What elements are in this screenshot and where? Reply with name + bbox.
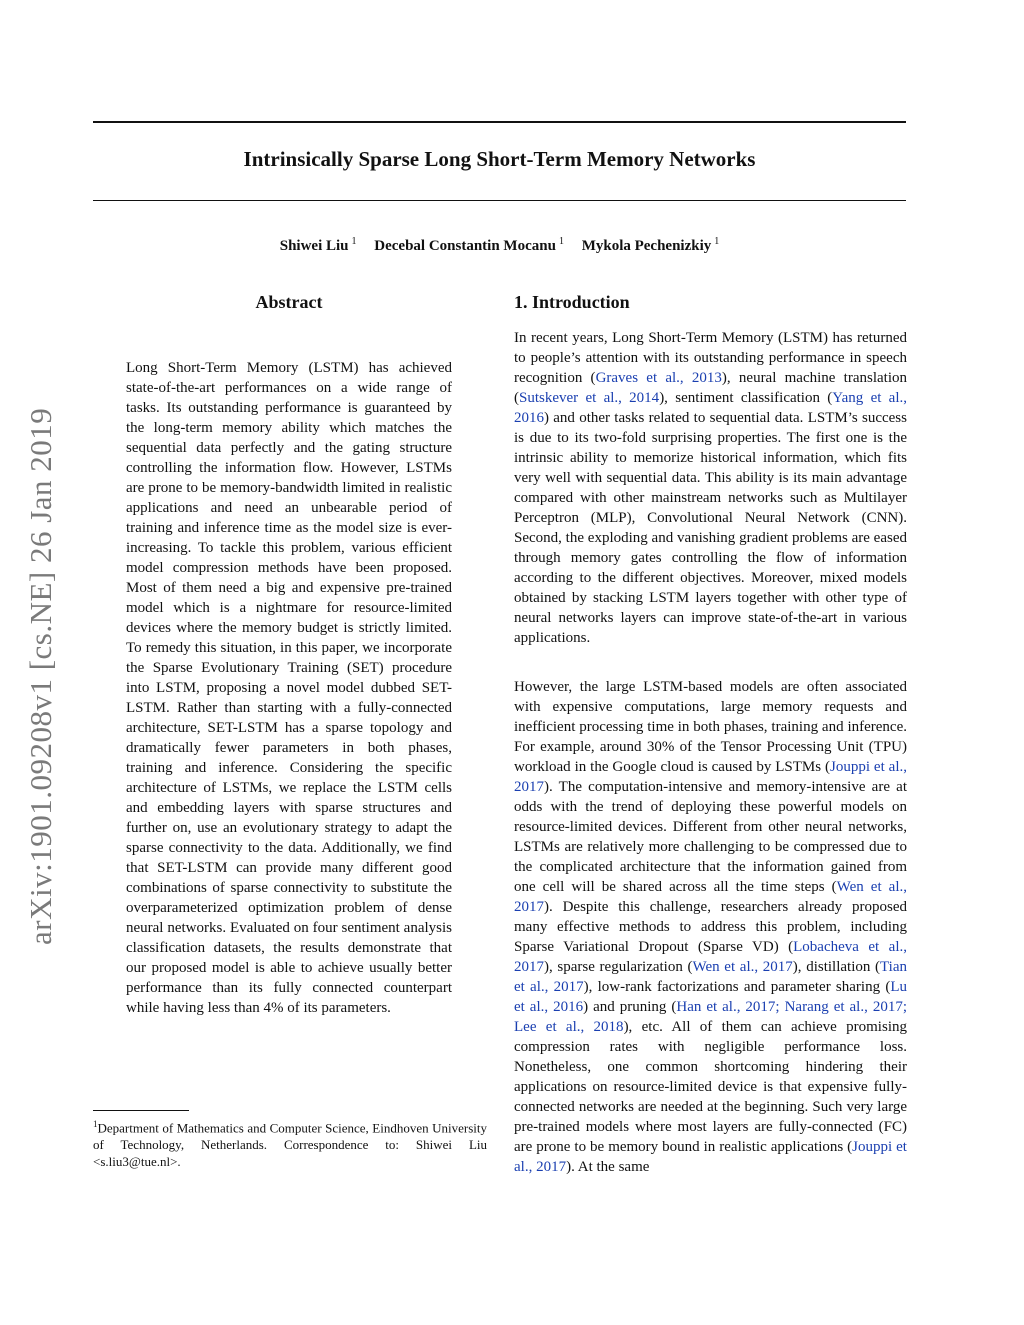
author xyxy=(374,238,564,254)
footnote-marker: 1 xyxy=(93,1119,98,1129)
author-name: Shiwei Liu xyxy=(279,238,349,254)
title-top-rule xyxy=(93,121,906,123)
author xyxy=(280,238,357,254)
affiliation-marker: 1 xyxy=(351,236,357,247)
author-name: Decebal Constantin Mocanu xyxy=(374,238,556,254)
introduction-paragraph-2 xyxy=(514,677,907,1177)
paragraph-text: In recent years, Long Short-Term Memory (LSTM) has returned to people’s attention with its outstanding performance in speech recognition ( xyxy=(514,330,907,386)
introduction-heading: 1. Introduction xyxy=(514,292,630,312)
paragraph-text: ). At the same xyxy=(566,1159,650,1175)
footnote xyxy=(93,1116,487,1170)
introduction-paragraph-1 xyxy=(514,328,907,648)
paragraph-text: ), distillation ( xyxy=(792,959,881,975)
author-list xyxy=(93,236,906,255)
citation-link[interactable]: Wen et al., 2017 xyxy=(692,959,793,975)
footnote-rule xyxy=(93,1110,189,1111)
abstract-text: Long Short-Term Memory (LSTM) has achieved state-of-the-art performances on a wide range of tasks. Its outstanding performance is guaranteed by the long-term memory ability which matches the sequential data perfectly and the gating structure controlling the information flow. However, LSTMs are prone to be memory-bandwidth limited in realistic applications and need an unbearable period of training and inference time as the model size is ever-increasing. To tackle this problem, various efficient model compression methods have been proposed. Most of them need a big and expensive pre-trained model which is a nightmare for resource-limited devices where the memory budget is strictly limited. To remedy this situation, in this paper, we incorporate the Sparse Evolutionary Training (SET) procedure into LSTM, proposing a novel model dubbed SET-LSTM. Rather than starting with a fully-connected architecture, SET-LSTM has a sparse topology and dramatically fewer parameters in both phases, training and inference. Considering the specific architecture of LSTMs, we replace the LSTM cells and embedding layers with sparse structures and further on, use an evolutionary strategy to adapt the sparse connectivity to the data. Additionally, we find that SET-LSTM can provide many different good combinations of sparse connectivity to substitute the overparameterized optimization problem of dense neural networks. Evaluated on four sentiment analysis classification datasets, the results demonstrate that our proposed model is able to achieve usually better performance than its fully connected counterpart while having less than 4% of its parameters. xyxy=(126,360,452,1016)
paper-title: Intrinsically Sparse Long Short-Term Memory Networks xyxy=(243,147,756,171)
affiliation-marker: 1 xyxy=(714,236,720,247)
citation-link[interactable]: Graves et al., 2013 xyxy=(595,370,722,386)
citation-link[interactable]: Sutskever et al., 2014 xyxy=(519,390,660,406)
paragraph-text: ) and other tasks related to sequential data. LSTM’s success is due to its two-fold surprising properties. The first one is the intrinsic ability to memorize historical information, which fits very well with sequential data. This ability is its main advantage compared with other mainstream networks such as Multilayer Perceptron (MLP), Convolutional Neural Network (CNN). Second, the exploding and vanishing gradient problems are eased through memory gates controlling the flow of information according to the different objectives. Moreover, mixed models obtained by stacking LSTM layers together with other type of neural networks layers can improve state-of-the-art in various applications. xyxy=(514,410,907,646)
author xyxy=(582,238,720,254)
paragraph-text: ), etc. All of them can achieve promising compression rates with negligible performance loss. Nonetheless, one common shortcoming hindering their applications on resource-limited device is that expensive fully-connected networks are needed at the beginning. Such very large pre-trained models where most layers are fully-connected (FC) are prone to be memory bound in realistic applications ( xyxy=(514,1019,907,1155)
affiliation-marker: 1 xyxy=(558,236,564,247)
citation-link[interactable]: Lobacheva et al., 2017 xyxy=(514,939,907,975)
title-bottom-rule xyxy=(93,200,906,201)
footnote-text: Department of Mathematics and Computer Science, Eindhoven University of Technology, Netherlands. Correspondence to: Shiwei Liu <s.liu3@tue.nl>. xyxy=(93,1120,487,1170)
citation-link[interactable]: Yang et al., 2016 xyxy=(514,390,908,426)
citation-link[interactable]: Jouppi et al., 2017 xyxy=(514,1139,907,1175)
citation-link[interactable]: Tian et al., 2017 xyxy=(514,959,907,995)
author-name: Mykola Pechenizkiy xyxy=(581,238,712,254)
paragraph-text: ). Despite this challenge, researchers already proposed many effective methods to address this problem, including Sparse Variational Dropout (Sparse VD) ( xyxy=(514,899,907,955)
paragraph-text: However, the large LSTM-based models are often associated with expensive computations, large memory requests and inefficient processing time in both phases, training and inference. For example, around 30% of the Tensor Processing Unit (TPU) workload in the Google cloud is caused by LSTMs ( xyxy=(514,679,907,775)
arxiv-identifier: arXiv:1901.09208v1 [cs.NE] 26 Jan 2019 xyxy=(23,407,58,945)
citation-link[interactable]: Wen et al., 2017 xyxy=(514,879,907,915)
paragraph-text: ), sparse regularization ( xyxy=(544,959,693,975)
paragraph-text: ), sentiment classification ( xyxy=(659,390,833,406)
paragraph-text: ), neural machine translation ( xyxy=(514,370,907,406)
paragraph-text: ) and pruning ( xyxy=(583,999,677,1015)
paragraph-text: ), low-rank factorizations and parameter sharing ( xyxy=(583,979,891,995)
citation-link[interactable]: Lu et al., 2016 xyxy=(514,979,907,1015)
paragraph-text: ). The computation-intensive and memory-intensive are at odds with the trend of deploying these powerful models on resource-limited devices. Different from other neural networks, LSTMs are relatively more challenging to be compressed due to the complicated architecture that the information gained from one cell will be shared across all the time steps ( xyxy=(514,779,907,895)
abstract-heading: Abstract xyxy=(255,292,323,312)
citation-link[interactable]: Han et al., 2017; Narang et al., 2017; Lee et al., 2018 xyxy=(514,999,907,1035)
citation-link[interactable]: Jouppi et al., 2017 xyxy=(514,759,908,795)
